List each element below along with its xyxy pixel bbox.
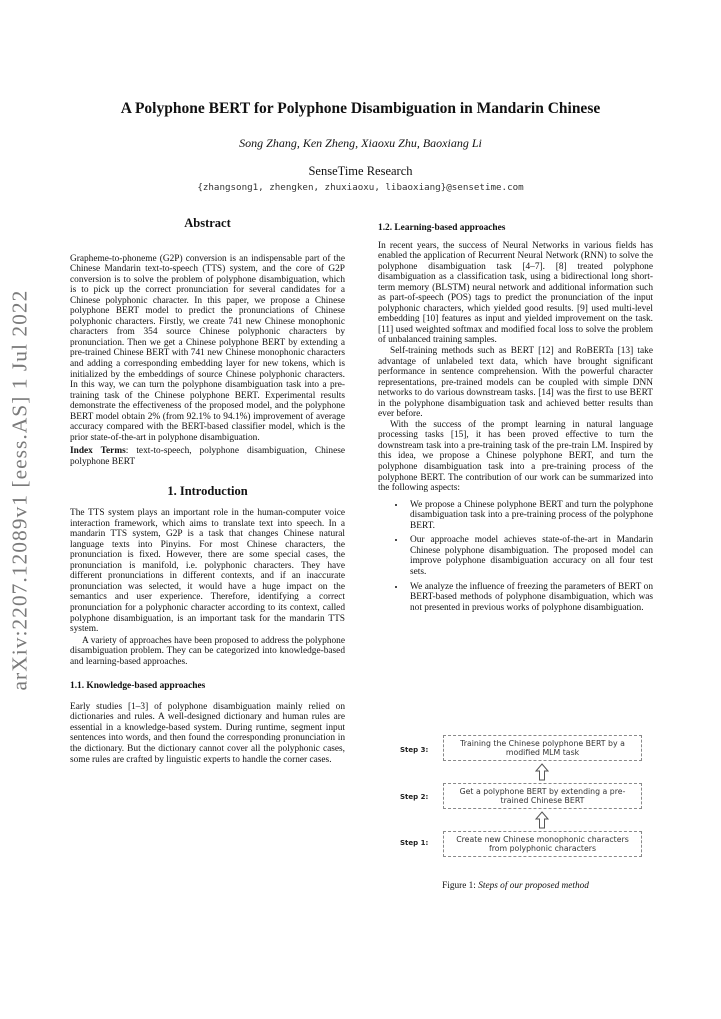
figure-caption-label: Figure 1:	[442, 881, 479, 891]
section-1-2-paragraph-1: In recent years, the success of Neural Networks in various fields has enabled the application of Recurrent Neural Network (RNN) to solve the polyphone disambiguation task [4–7]. [8] treated polyphone disambiguation as a classification task, using a bidirectional long short-term memory (BLSTM) neural network and additional information such as part-of-speech (POS) tags to predict the pronunciation of the input polyphonic characters, which yielded good results. [9] used multi-level embedding [10] features as input and yielded improvement on the task. [11] used weighted softmax and modified focal loss to solve the problem of unbalanced training samples.	[378, 240, 653, 346]
contribution-list	[378, 500, 653, 613]
up-arrow-icon	[535, 763, 549, 781]
step-2-box: Get a polyphone BERT by extending a pre-trained Chinese BERT	[443, 783, 642, 809]
step-3-label: Step 3:	[400, 746, 429, 754]
paper-authors: Song Zhang, Ken Zheng, Xiaoxu Zhu, Baoxiang Li	[239, 136, 482, 150]
arxiv-identifier: arXiv:2207.12089v1 [eess.AS] 1 Jul 2022	[7, 289, 32, 691]
contribution-item: • We analyze the influence of freezing the parameters of BERT on BERT-based methods of polyphone disambiguation, which was not presented in previous works of polyphone disambiguation.	[406, 582, 653, 614]
paper-affiliation: SenseTime Research	[308, 164, 413, 178]
figure-1-steps-diagram	[378, 735, 653, 895]
index-terms	[70, 446, 345, 467]
left-column	[70, 218, 345, 765]
index-terms-label: Index Terms	[70, 446, 126, 457]
intro-paragraph-2: A variety of approaches have been proposed to address the polyphone disambiguation problem. They can be categorized into knowledge-based and learning-based approaches.	[70, 635, 345, 667]
intro-paragraph-1: The TTS system plays an important role in the human-computer voice interaction framework, which aims to translate text into speech. In a mandarin TTS system, G2P is a task that changes Chinese natural language texts into Pinyins. For most Chinese characters, the pronunciation is fixed. However, there are some special cases, the pronunciation is manifold, i.e. polyphonic characters. They have different pronunciations in different contexts, and if an inaccurate pronunciation was selected, it would have a huge impact on the semantics and user experience. Therefore, identifying a correct pronunciation for a polyphonic character according to its context, called polyphone disambiguation, is an important task for the mandarin TTS system.	[70, 508, 345, 635]
step-1-label: Step 1:	[400, 839, 429, 847]
section-1-1-paragraph: Early studies [1–3] of polyphone disambiguation mainly relied on dictionaries and rules. A well-designed dictionary and human rules are essential in a knowledge-based system. During runtime, segment input sentences into words, and then found the corresponding pronunciation in the dictionary. But the dictionary cannot cover all the polyphonic cases, some rules are crafted by linguistic experts to handle the corner cases.	[70, 701, 345, 765]
abstract-heading: Abstract	[184, 216, 231, 230]
section-1-2-heading: 1.2. Learning-based approaches	[378, 223, 506, 233]
contribution-item: • Our approache model achieves state-of-the-art in Mandarin Chinese polyphone disambiguation. The proposed model can improve polyphone disambiguation accuracy on all four test sets.	[406, 535, 653, 577]
up-arrow-icon	[535, 811, 549, 829]
right-column	[378, 223, 653, 617]
step-1-box: Create new Chinese monophonic characters from polyphonic characters	[443, 831, 642, 857]
step-3-box: Training the Chinese polyphone BERT by a modified MLM task	[443, 735, 642, 761]
section-1-2-paragraph-2: Self-training methods such as BERT [12] and RoBERTa [13] take advantage of unlabeled text data, which have brought significant performance in sentence comprehension. With the powerful character representations, pre-trained models can be coupled with simple DNN networks to do various downstream tasks. [14] was the first to use BERT in the polyphone disambiguation task and achieved better results than ever before.	[378, 346, 653, 420]
introduction-heading: 1. Introduction	[167, 484, 248, 499]
figure-caption-text: Steps of our proposed method	[478, 881, 589, 891]
author-emails: {zhangsong1, zhengken, zhuxiaoxu, libaoxiang}@sensetime.com	[197, 182, 524, 193]
step-2-label: Step 2:	[400, 793, 429, 801]
index-terms-text: : text-to-speech, polyphone disambiguation, Chinese polyphone BERT	[70, 446, 345, 467]
contribution-item: • We propose a Chinese polyphone BERT and turn the polyphone disambiguation task into a pre-training process of the polyphone BERT.	[406, 500, 653, 532]
section-1-1-heading: 1.1. Knowledge-based approaches	[70, 681, 206, 692]
abstract-body: Grapheme-to-phoneme (G2P) conversion is an indispensable part of the Chinese Mandarin text-to-speech (TTS) system, and the core of G2P conversion is to solve the problem of polyphone disambiguation, which is to pick up the correct pronunciation for several candidates for a Chinese polyphonic character. In this paper, we propose a Chinese polyphone BERT model to predict the pronunciations of Chinese polyphonic characters. Firstly, we create 741 new Chinese monophonic characters from 354 source Chinese polyphonic characters by pronunciation. Then we get a Chinese polyphone BERT by extending a pre-trained Chinese BERT with 741 new Chinese monophonic characters and adding a corresponding embedding layer for new tokens, which is initialized by the embeddings of source Chinese polyphonic characters. In this way, we can turn the polyphone disambiguation task into a pre-training task of the Chinese polyphone BERT. Experimental results demonstrate the effectiveness of the proposed model, and the polyphone BERT model obtain 2% (from 92.1% to 94.1%) improvement of average accuracy compared with the BERT-based classifier model, which is the prior state-of-the-art in polyphone disambiguation.	[70, 253, 345, 443]
section-1-2-paragraph-3: With the success of the prompt learning in natural language processing tasks [15], it has been proved effective to turn the downstream task into a pre-training task of the pre-train LM. Inspired by this idea, we propose a Chinese polyphone BERT, and turn the polyphone disambiguation task into a pre-training process of the polyphone BERT. The contribution of our work can be summarized into the following aspects:	[378, 419, 653, 494]
paper-title: A Polyphone BERT for Polyphone Disambiguation in Mandarin Chinese	[120, 100, 601, 117]
figure-1-caption	[378, 881, 653, 891]
